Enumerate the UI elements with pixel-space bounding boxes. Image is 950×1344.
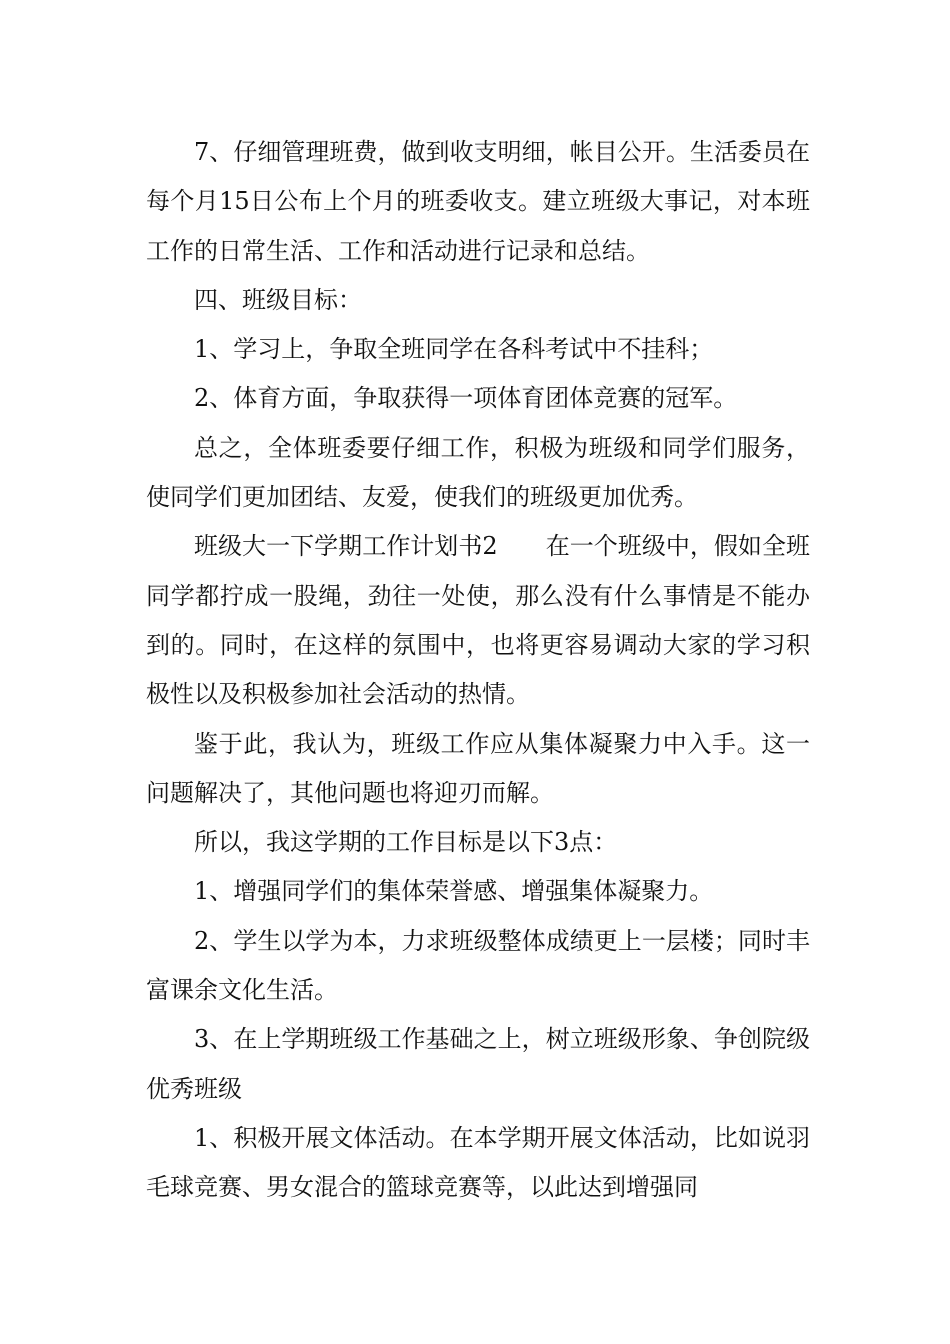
paragraph-summary: 总之，全体班委要仔细工作，积极为班级和同学们服务，使同学们更加团结、友爱，使我们的班级更加优秀。 bbox=[146, 433, 810, 512]
heading-class-goals: 四、班级目标： bbox=[194, 285, 362, 314]
paragraph-plan-2-intro: 班级大一下学期工作计划书2 在一个班级中，假如全班同学都拧成一股绳，劲往一处使，那么没有什么事情是不能办到的。同时，在这样的氛围中，也将更容易调动大家的学习积极性以及积极参加社会活动的热情。 bbox=[146, 532, 810, 709]
paragraph-activities: 1、积极开展文体活动。在本学期开展文体活动，比如说羽毛球竞赛、男女混合的篮球竞赛等，以此达到增强同 bbox=[146, 1123, 810, 1202]
paragraph-cohesion: 鉴于此，我认为，班级工作应从集体凝聚力中入手。这一问题解决了，其他问题也将迎刃而解。 bbox=[146, 729, 810, 807]
paragraph-targets-intro: 所以，我这学期的工作目标是以下3点： bbox=[194, 828, 618, 857]
paragraph-class-fee: 7、仔细管理班费，做到收支明细，帐目公开。生活委员在每个月15日公布上个月的班委收支。建立班级大事记，对本班工作的日常生活、工作和活动进行记录和总结。 bbox=[146, 138, 810, 265]
paragraph-target-1: 1、增强同学们的集体荣誉感、增强集体凝聚力。 bbox=[194, 877, 714, 906]
paragraph-target-2: 2、学生以学为本，力求班级整体成绩更上一层楼；同时丰富课余文化生活。 bbox=[146, 926, 810, 1005]
paragraph-goal-sports: 2、体育方面，争取获得一项体育团体竞赛的冠军。 bbox=[194, 384, 738, 413]
paragraph-target-3: 3、在上学期班级工作基础之上，树立班级形象、争创院级优秀班级 bbox=[146, 1025, 810, 1103]
document-body bbox=[146, 128, 810, 1213]
paragraph-goal-study: 1、学习上，争取全班同学在各科考试中不挂科； bbox=[194, 335, 714, 364]
